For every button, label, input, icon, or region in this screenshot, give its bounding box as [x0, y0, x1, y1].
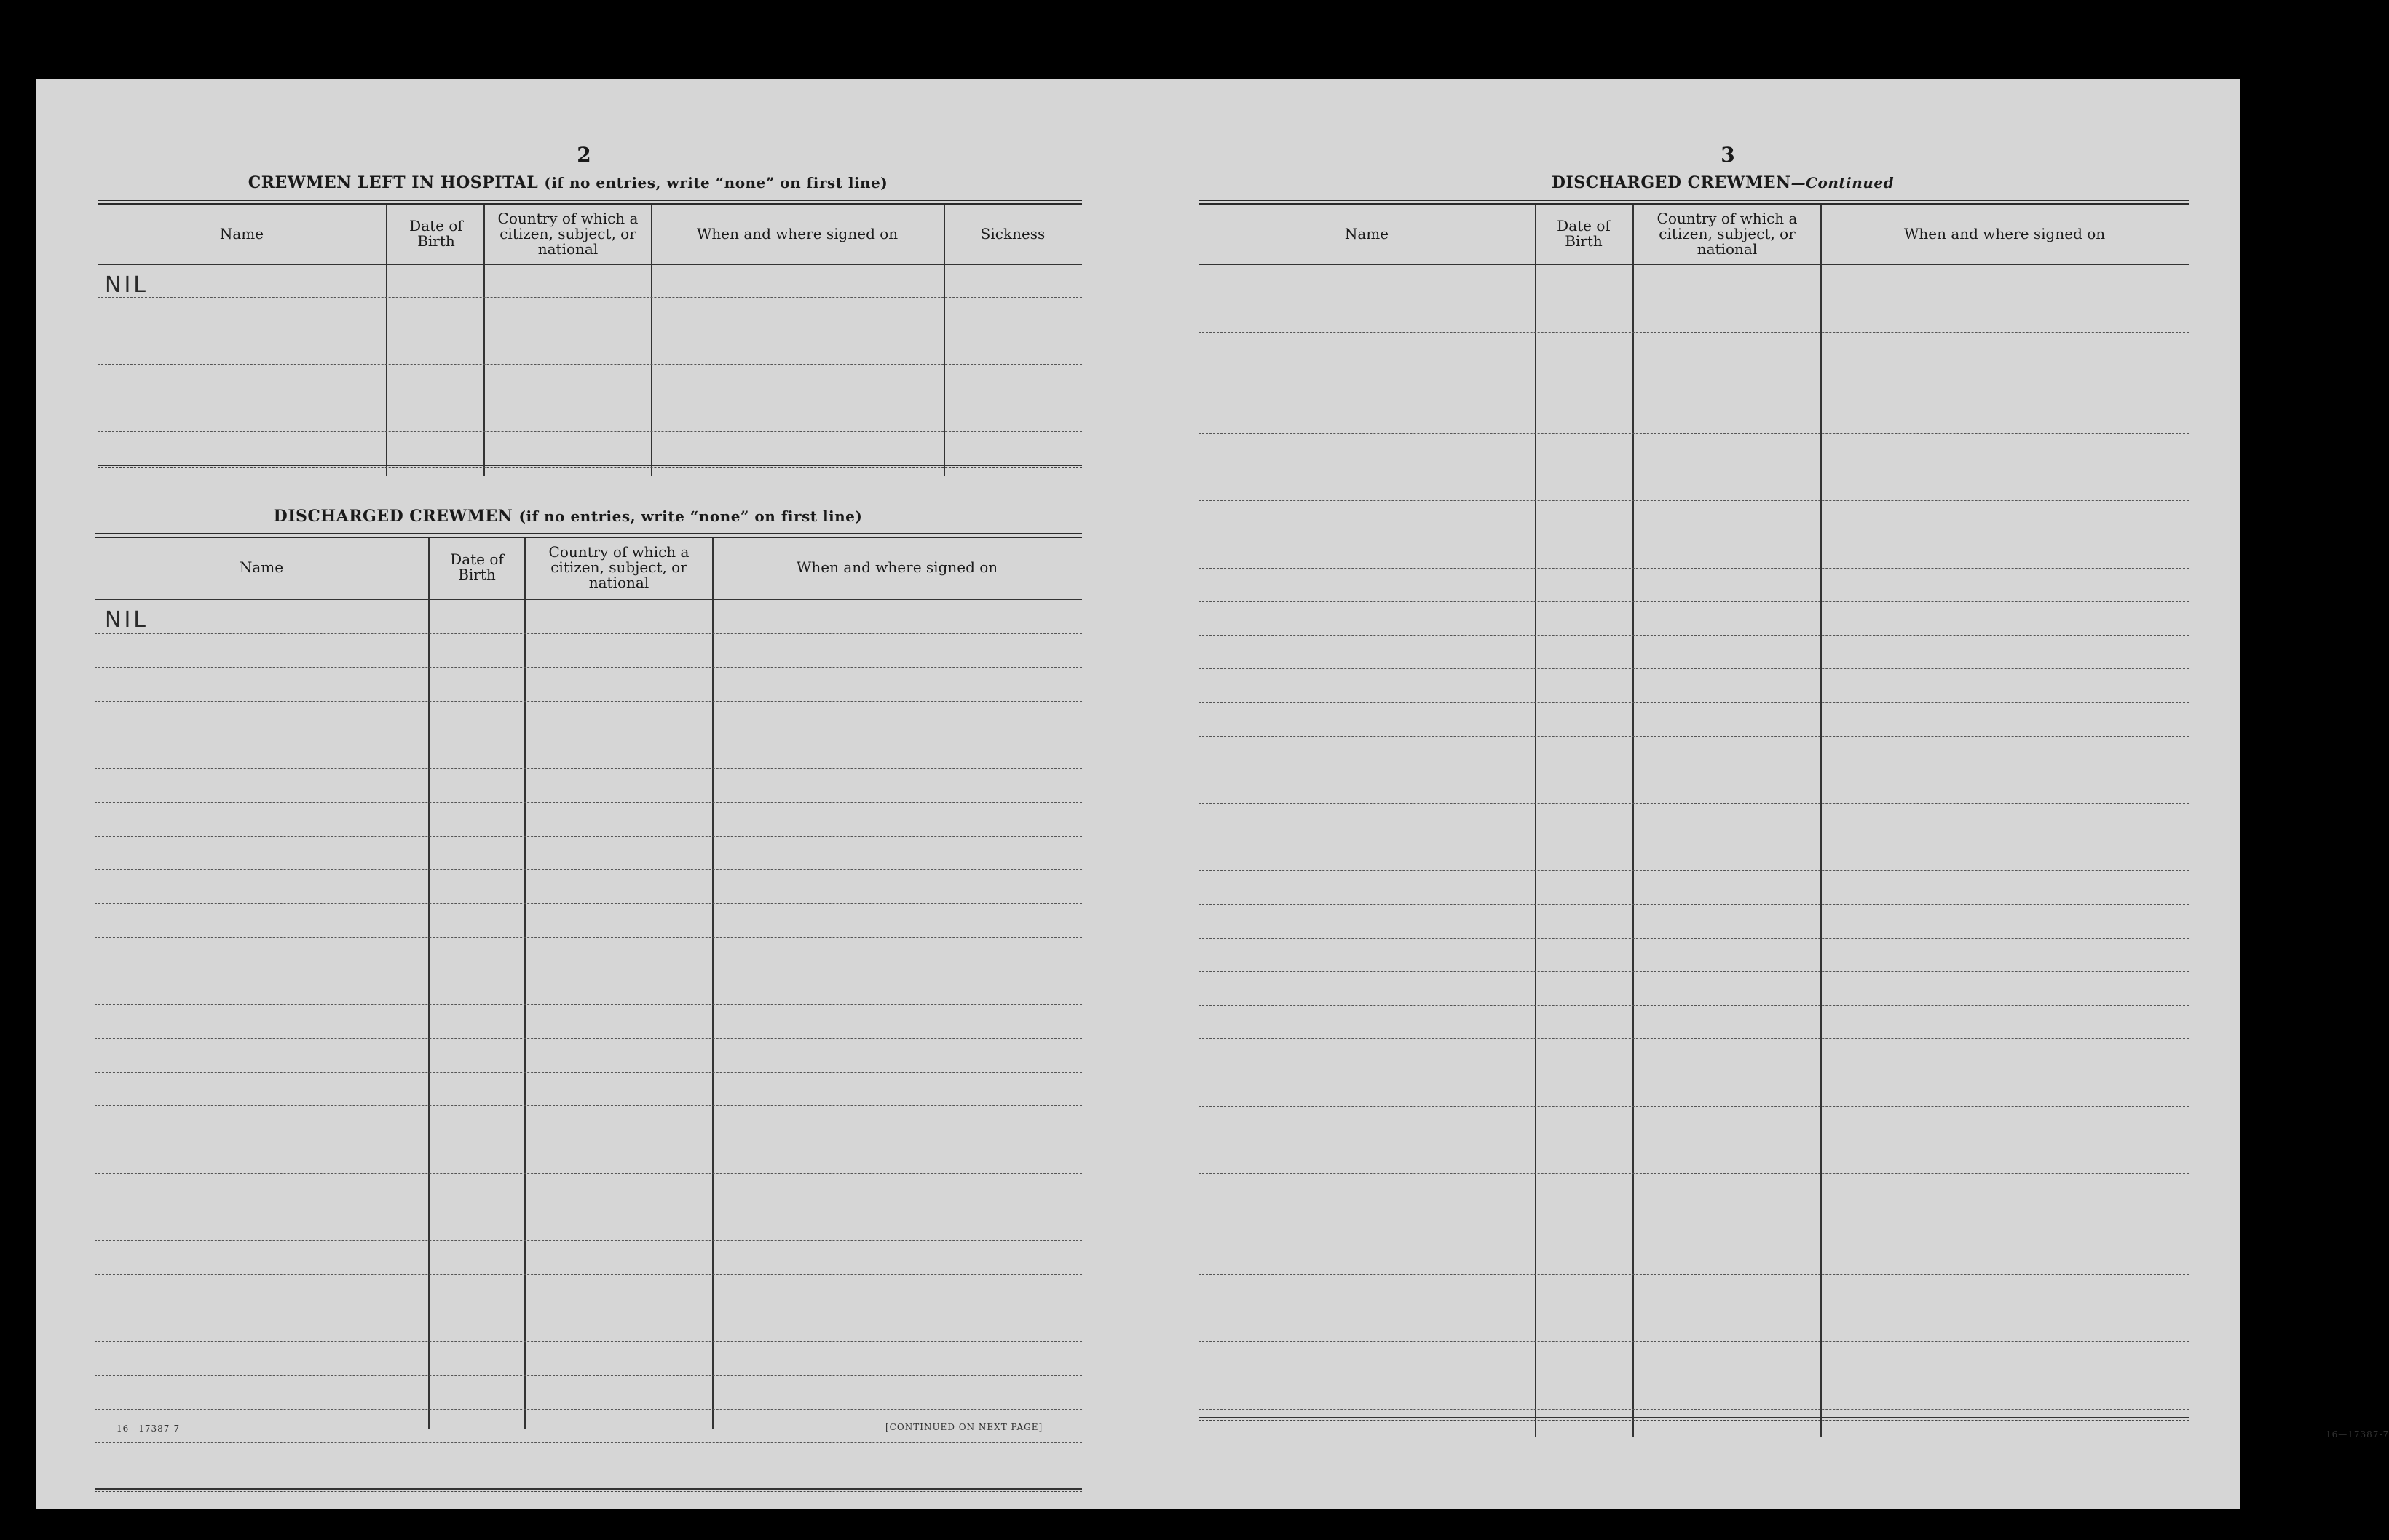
table-row — [1199, 1173, 2189, 1174]
table-row — [1199, 1274, 2189, 1275]
column-header-country: Country of which a citizen, subject, or national — [1656, 209, 1798, 258]
document-sheet — [36, 79, 2389, 1509]
discharged-table — [95, 533, 1082, 1429]
table-row — [95, 937, 1082, 938]
header-rule — [1199, 264, 2189, 265]
discharged-title-text: DISCHARGED CREWMEN — [1551, 173, 1791, 192]
table-row — [1199, 904, 2189, 905]
hospital-title-text: CREWMEN LEFT IN HOSPITAL — [248, 173, 539, 192]
table-row — [1199, 736, 2189, 737]
form-number: 16—17387-7 — [117, 1423, 181, 1434]
discharged-continued-title — [1220, 173, 2225, 192]
table-row — [1199, 938, 2189, 939]
table-row — [1199, 1341, 2189, 1342]
table-row — [95, 1375, 1082, 1376]
table-row — [95, 1038, 1082, 1039]
column-divider — [1632, 205, 1634, 1437]
discharged-continued-table — [1199, 200, 2189, 1437]
table-row — [95, 869, 1082, 870]
page-number: 2 — [577, 143, 591, 167]
discharged-title-note: (if no entries, write “none” on first line) — [518, 508, 863, 525]
table-row — [98, 297, 1082, 298]
table-row — [95, 1274, 1082, 1275]
table-row — [95, 701, 1082, 702]
table-row — [95, 802, 1082, 803]
form-number: 16—17387-7 — [2326, 1429, 2389, 1440]
entry-nil: NIL — [105, 607, 149, 633]
table-row — [95, 1409, 1082, 1410]
discharged-section-title — [95, 507, 1041, 526]
table-row — [1199, 870, 2189, 871]
top-rule — [98, 200, 1082, 205]
table-row — [95, 667, 1082, 668]
column-divider — [524, 538, 526, 1429]
table-row — [98, 431, 1082, 432]
table-row — [1199, 971, 2189, 972]
table-row — [95, 1240, 1082, 1241]
column-header-name: Name — [239, 558, 284, 576]
left-page — [36, 79, 1143, 1509]
table-row — [1199, 668, 2189, 669]
column-divider — [712, 538, 714, 1429]
table-row — [1199, 702, 2189, 703]
column-header-when-where-signed-on: When and where signed on — [696, 224, 899, 242]
continued-note: [CONTINUED ON NEXT PAGE] — [885, 1422, 1043, 1432]
table-row — [1199, 332, 2189, 333]
hospital-title-note: (if no entries, write “none” on first line) — [544, 174, 888, 191]
column-divider — [1820, 205, 1822, 1437]
table-row — [1199, 1409, 2189, 1410]
column-header-name: Name — [219, 224, 264, 242]
table-row — [95, 903, 1082, 904]
column-divider — [1535, 205, 1536, 1437]
discharged-title-text: DISCHARGED CREWMEN — [273, 507, 513, 526]
hospital-section-title — [95, 173, 1041, 192]
column-header-when-where-signed-on: When and where signed on — [796, 558, 998, 576]
column-header-date-of-birth: Date of Birth — [1557, 217, 1611, 250]
table-row — [98, 364, 1082, 365]
table-row — [1199, 1005, 2189, 1006]
header-rule — [95, 599, 1082, 600]
table-row — [95, 1341, 1082, 1342]
table-row — [95, 768, 1082, 769]
table-row — [1199, 601, 2189, 602]
table-row — [95, 1105, 1082, 1106]
hospital-table — [98, 200, 1082, 476]
column-header-when-where-signed-on: When and where signed on — [1903, 224, 2106, 242]
right-page — [1143, 79, 2389, 1509]
bottom-rule — [1199, 1417, 2189, 1421]
column-header-date-of-birth: Date of Birth — [409, 217, 463, 250]
table-row — [95, 836, 1082, 837]
table-row — [95, 633, 1082, 634]
column-header-date-of-birth: Date of Birth — [450, 550, 504, 583]
bottom-rule — [95, 1488, 1082, 1492]
column-header-country: Country of which a citizen, subject, or national — [548, 542, 690, 591]
table-row — [1199, 803, 2189, 804]
table-row — [1199, 568, 2189, 569]
table-row — [1199, 433, 2189, 434]
table-row — [1199, 1038, 2189, 1039]
table-row — [1199, 500, 2189, 501]
column-divider — [483, 205, 485, 476]
table-row — [95, 1173, 1082, 1174]
column-header-name: Name — [1344, 224, 1389, 242]
continued-label: —Continued — [1790, 174, 1895, 191]
column-divider — [386, 205, 387, 476]
entry-nil: NIL — [105, 272, 149, 298]
header-rule — [98, 264, 1082, 265]
top-rule — [1199, 200, 2189, 205]
bottom-rule — [98, 465, 1082, 468]
column-header-sickness: Sickness — [980, 224, 1046, 242]
table-row — [1199, 635, 2189, 636]
column-header-country: Country of which a citizen, subject, or national — [497, 209, 639, 258]
table-row — [1199, 1106, 2189, 1107]
table-row — [95, 1004, 1082, 1005]
table-row — [95, 1072, 1082, 1073]
page-number: 3 — [1721, 143, 1735, 167]
column-divider — [428, 538, 430, 1429]
table-row — [95, 1442, 1082, 1443]
top-rule — [95, 533, 1082, 538]
